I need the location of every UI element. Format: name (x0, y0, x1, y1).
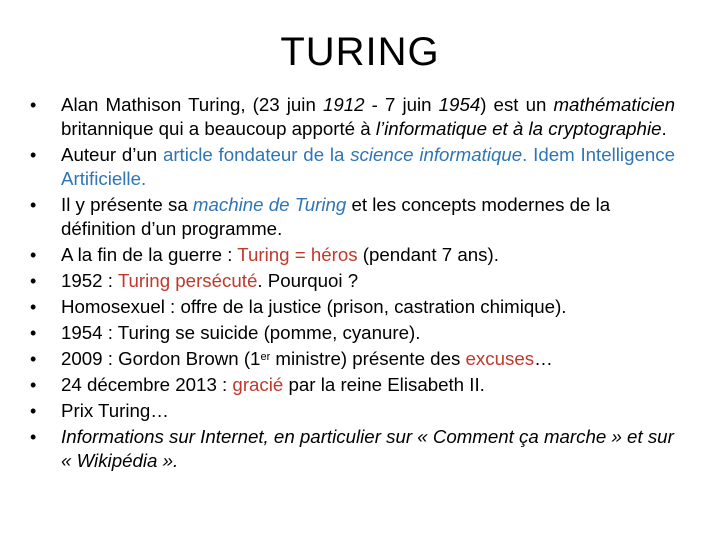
article-link[interactable]: article fondateur de la (162, 144, 351, 165)
bullet-text: - 7 juin (364, 94, 439, 115)
bullet-text: britannique qui a beaucoup apporté à (61, 118, 376, 139)
science-informatique-link[interactable]: science informatique (350, 144, 523, 165)
profession-text: mathématicien (553, 94, 676, 115)
excuses-text: excuses (465, 348, 535, 369)
bullet-icon: • (30, 297, 37, 317)
bullet-item (30, 399, 675, 423)
bullet-item (30, 243, 675, 267)
bullet-text: Informations sur Internet, en particulier sur « Comment ça marche » et sur « Wikipédia ». (61, 426, 674, 471)
bullet-text: . Pourquoi ? (257, 270, 359, 291)
bullet-text: Il y présente sa (61, 194, 193, 215)
bullet-item (30, 143, 675, 191)
bullet-text: 1954 : Turing se suicide (pomme, cyanure). (61, 322, 421, 343)
bullet-item (30, 269, 675, 293)
bullet-text: ministre) présente des (270, 348, 466, 369)
bullet-text: par la reine Elisabeth II. (283, 374, 485, 395)
bullet-icon: • (30, 245, 37, 265)
bullet-text: Alan Mathison Turing, (23 juin (61, 94, 323, 115)
bullet-icon: • (30, 401, 37, 421)
bullet-text: ) est un (480, 94, 554, 115)
death-year: 1954 (438, 94, 481, 115)
bullet-item (30, 193, 675, 241)
slide-title: TURING (280, 30, 440, 74)
ai-text: . Idem Intelligence Artificielle. (61, 144, 675, 189)
bullet-text: et les concepts modernes de la définition d’un programme. (61, 194, 611, 239)
bullet-item (30, 321, 675, 345)
persecuted-text: Turing persécuté (117, 270, 258, 291)
bullet-icon: • (30, 323, 37, 343)
bullet-text: 1952 : (61, 270, 118, 291)
bullet-text: 2009 : Gordon Brown (1 (61, 348, 261, 369)
ordinal-superscript: er (260, 351, 271, 363)
fields-text: l’informatique et à la cryptographie (375, 118, 662, 139)
bullet-icon: • (30, 349, 37, 369)
bullet-item (30, 425, 675, 473)
turing-machine-link[interactable]: machine de Turing (192, 194, 347, 215)
birth-year: 1912 (322, 94, 365, 115)
bullet-text: (pendant 7 ans). (357, 244, 499, 265)
hero-text: Turing = héros (237, 244, 358, 265)
bullet-text: Auteur d’un (61, 144, 163, 165)
bullet-list (30, 93, 675, 475)
bullet-icon: • (30, 271, 37, 291)
bullet-text: . (661, 118, 667, 139)
bullet-text: A la fin de la guerre : (61, 244, 238, 265)
bullet-text: 24 décembre 2013 : (61, 374, 233, 395)
bullet-icon: • (30, 427, 37, 447)
bullet-item (30, 373, 675, 397)
bullet-item (30, 347, 675, 371)
bullet-icon: • (30, 195, 37, 215)
bullet-icon: • (30, 95, 37, 115)
bullet-item (30, 93, 675, 141)
bullet-icon: • (30, 145, 37, 165)
bullet-text: … (534, 348, 553, 369)
bullet-text: Homosexuel : offre de la justice (prison, castration chimique). (61, 296, 567, 317)
bullet-icon: • (30, 375, 37, 395)
bullet-item (30, 295, 675, 319)
pardoned-text: gracié (232, 374, 284, 395)
bullet-text: Prix Turing… (61, 400, 169, 421)
